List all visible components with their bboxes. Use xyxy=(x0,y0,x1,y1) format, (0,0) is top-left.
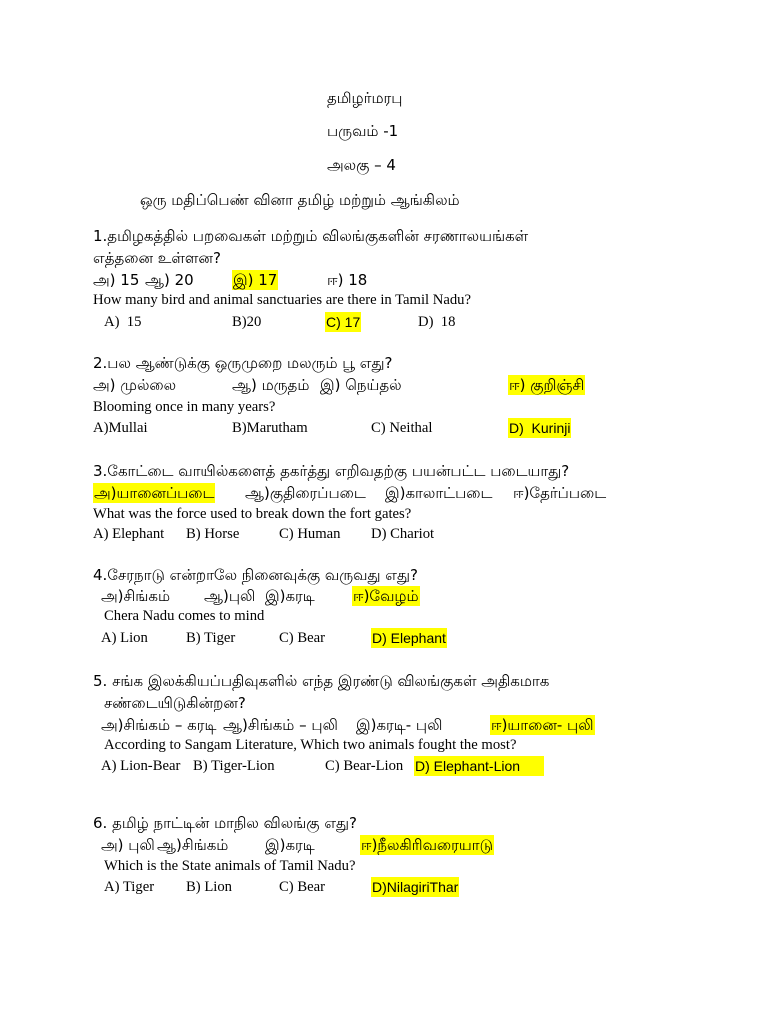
question-2-tamil-line-1 xyxy=(0,352,768,374)
question-3-tamil-option-d: ஈ)தேர்ப்படை xyxy=(513,484,607,502)
question-6-english-option-b: B) Lion xyxy=(186,879,233,895)
question-1-tamil-text-continued: எத்தனை உள்ளன? xyxy=(93,249,221,267)
header-subject-row xyxy=(0,87,768,109)
question-5-tamil-line-1 xyxy=(0,670,768,692)
question-2-tamil-option-d: ஈ) குறிஞ்சி xyxy=(509,376,585,394)
question-6-tamil-option-b: ஆ)சிங்கம் xyxy=(157,836,229,854)
question-1-tamil-option-b: ஆ) 20 xyxy=(145,271,194,289)
question-4-english-options xyxy=(0,627,768,649)
question-6-english-row xyxy=(0,855,768,877)
question-1-tamil-text: 1.தமிழகத்தில் பறவைகள் மற்றும் விலங்குகளின் சரணாலயங்கள் xyxy=(93,227,529,245)
question-5-english-options xyxy=(0,755,768,777)
question-5-english-text: According to Sangam Literature, Which two animals fought the most? xyxy=(104,737,517,753)
question-6-english-option-a: A) Tiger xyxy=(104,879,155,895)
section-title: ஒரு மதிப்பெண் வினா தமிழ் மற்றும் ஆங்கிலம் xyxy=(140,191,460,209)
question-3-english-option-c: C) Human xyxy=(279,526,341,542)
question-2-tamil-option-a: அ) முல்லை xyxy=(93,376,177,394)
question-6-tamil-option-a: அ) புலி xyxy=(101,836,155,854)
question-4-tamil-line-1 xyxy=(0,564,768,586)
question-5-tamil-text: 5. சங்க இலக்கியப்பதிவுகளில் எந்த இரண்டு விலங்குகள் அதிகமாக xyxy=(93,672,550,690)
question-5-english-option-a: A) Lion-Bear xyxy=(101,758,181,774)
question-5-tamil-option-a: அ)சிங்கம் – கரடி xyxy=(101,716,217,734)
question-5-tamil-option-d: ஈ)யானை- புலி xyxy=(491,716,594,734)
term-label: பருவம் -1 xyxy=(327,122,399,140)
question-3-tamil-options xyxy=(0,482,768,504)
question-1-english-option-c: C) 17 xyxy=(326,314,361,330)
question-4-tamil-option-b: ஆ)புலி xyxy=(204,587,256,605)
question-2-english-text: Blooming once in many years? xyxy=(93,399,276,415)
header-term-row xyxy=(0,120,768,142)
question-4-tamil-text: 4.சேரநாடு என்றாலே நினைவுக்கு வருவது எது? xyxy=(93,566,418,584)
question-5-english-option-d: D) Elephant-Lion xyxy=(414,756,544,776)
question-6-tamil-text: 6. தமிழ் நாட்டின் மாநில விலங்கு எது? xyxy=(93,814,357,832)
question-3-english-row xyxy=(0,503,768,525)
question-5-tamil-line-2 xyxy=(0,692,768,714)
question-1-tamil-line-1 xyxy=(0,225,768,247)
question-6-tamil-option-c: இ)கரடி xyxy=(265,836,315,854)
question-2-english-option-a: A)Mullai xyxy=(93,420,148,436)
question-2-tamil-options xyxy=(0,374,768,396)
question-3-english-option-d: D) Chariot xyxy=(371,526,435,542)
question-1-english-text: How many bird and animal sanctuaries are there in Tamil Nadu? xyxy=(93,292,472,308)
question-3-english-option-a: A) Elephant xyxy=(93,526,165,542)
question-6-tamil-line-1 xyxy=(0,812,768,834)
question-1-english-option-a: A) 15 xyxy=(104,314,142,330)
question-6-english-text: Which is the State animals of Tamil Nadu? xyxy=(104,858,356,874)
question-4-english-row xyxy=(0,605,768,627)
question-3-english-option-b: B) Horse xyxy=(186,526,240,542)
question-5-tamil-options xyxy=(0,714,768,736)
question-6-english-option-c: C) Bear xyxy=(279,879,325,895)
question-3-tamil-line-1 xyxy=(0,460,768,482)
question-1-english-row xyxy=(0,289,768,311)
question-2-english-row xyxy=(0,396,768,418)
question-5-tamil-option-b: ஆ)சிங்கம் – புலி xyxy=(223,716,338,734)
question-5-tamil-option-c: இ)கரடி- புலி xyxy=(356,716,443,734)
question-4-tamil-option-a: அ)சிங்கம் xyxy=(101,587,171,605)
question-2-english-option-b: B)Marutham xyxy=(232,420,308,436)
header-unit-row xyxy=(0,154,768,176)
question-4-english-option-d: D) Elephant xyxy=(372,630,446,646)
question-4-english-option-a: A) Lion xyxy=(101,630,148,646)
question-5-english-row xyxy=(0,734,768,756)
question-5-english-option-c: C) Bear-Lion xyxy=(325,758,404,774)
subject-title: தமிழர்மரபு xyxy=(327,89,403,107)
unit-label: அலகு – 4 xyxy=(327,156,396,174)
question-3-tamil-option-b: ஆ)குதிரைப்படை xyxy=(245,484,366,502)
question-4-english-option-b: B) Tiger xyxy=(186,630,236,646)
question-3-tamil-text: 3.கோட்டை வாயில்களைத் தகர்த்து எறிவதற்கு பயன்பட்ட படையாது? xyxy=(93,462,570,480)
question-1-english-option-d: D) 18 xyxy=(418,314,456,330)
question-3-tamil-option-a: அ)யானைப்படை xyxy=(94,484,215,502)
question-2-tamil-option-c: இ) நெய்தல் xyxy=(320,376,402,394)
question-1-english-options xyxy=(0,311,768,333)
question-4-tamil-options xyxy=(0,585,768,607)
question-2-tamil-option-b: ஆ) மருதம் xyxy=(232,376,310,394)
question-4-tamil-option-d: ஈ)வேழம் xyxy=(353,587,419,605)
question-1-tamil-option-d: ஈ) 18 xyxy=(327,271,368,289)
question-2-english-option-c: C) Neithal xyxy=(371,420,433,436)
question-4-english-option-c: C) Bear xyxy=(279,630,325,646)
question-2-tamil-text: 2.பல ஆண்டுக்கு ஒருமுறை மலரும் பூ எது? xyxy=(93,354,393,372)
question-6-tamil-options xyxy=(0,834,768,856)
question-1-tamil-option-c: இ) 17 xyxy=(233,271,278,289)
question-6-english-option-d: D)NilagiriThar xyxy=(372,879,459,895)
question-2-english-option-d: D) Kurinji xyxy=(509,420,571,436)
header-section-row xyxy=(0,189,768,211)
question-1-tamil-option-a: அ) 15 xyxy=(93,271,140,289)
question-3-english-text: What was the force used to break down the fort gates? xyxy=(93,506,412,522)
question-3-tamil-option-c: இ)காலாட்படை xyxy=(385,484,493,502)
question-4-english-text: Chera Nadu comes to mind xyxy=(104,608,265,624)
question-2-english-options xyxy=(0,417,768,439)
question-4-tamil-option-c: இ)கரடி xyxy=(265,587,315,605)
question-3-english-options xyxy=(0,523,768,545)
question-5-english-option-b: B) Tiger-Lion xyxy=(193,758,275,774)
question-6-english-options xyxy=(0,876,768,898)
question-1-tamil-line-2 xyxy=(0,247,768,269)
question-5-tamil-text-continued: சண்டையிடுகின்றன? xyxy=(104,694,246,712)
question-1-tamil-options xyxy=(0,269,768,291)
question-6-tamil-option-d: ஈ)நீலகிரிவரையாடு xyxy=(361,836,493,854)
question-1-english-option-b: B)20 xyxy=(232,314,262,330)
